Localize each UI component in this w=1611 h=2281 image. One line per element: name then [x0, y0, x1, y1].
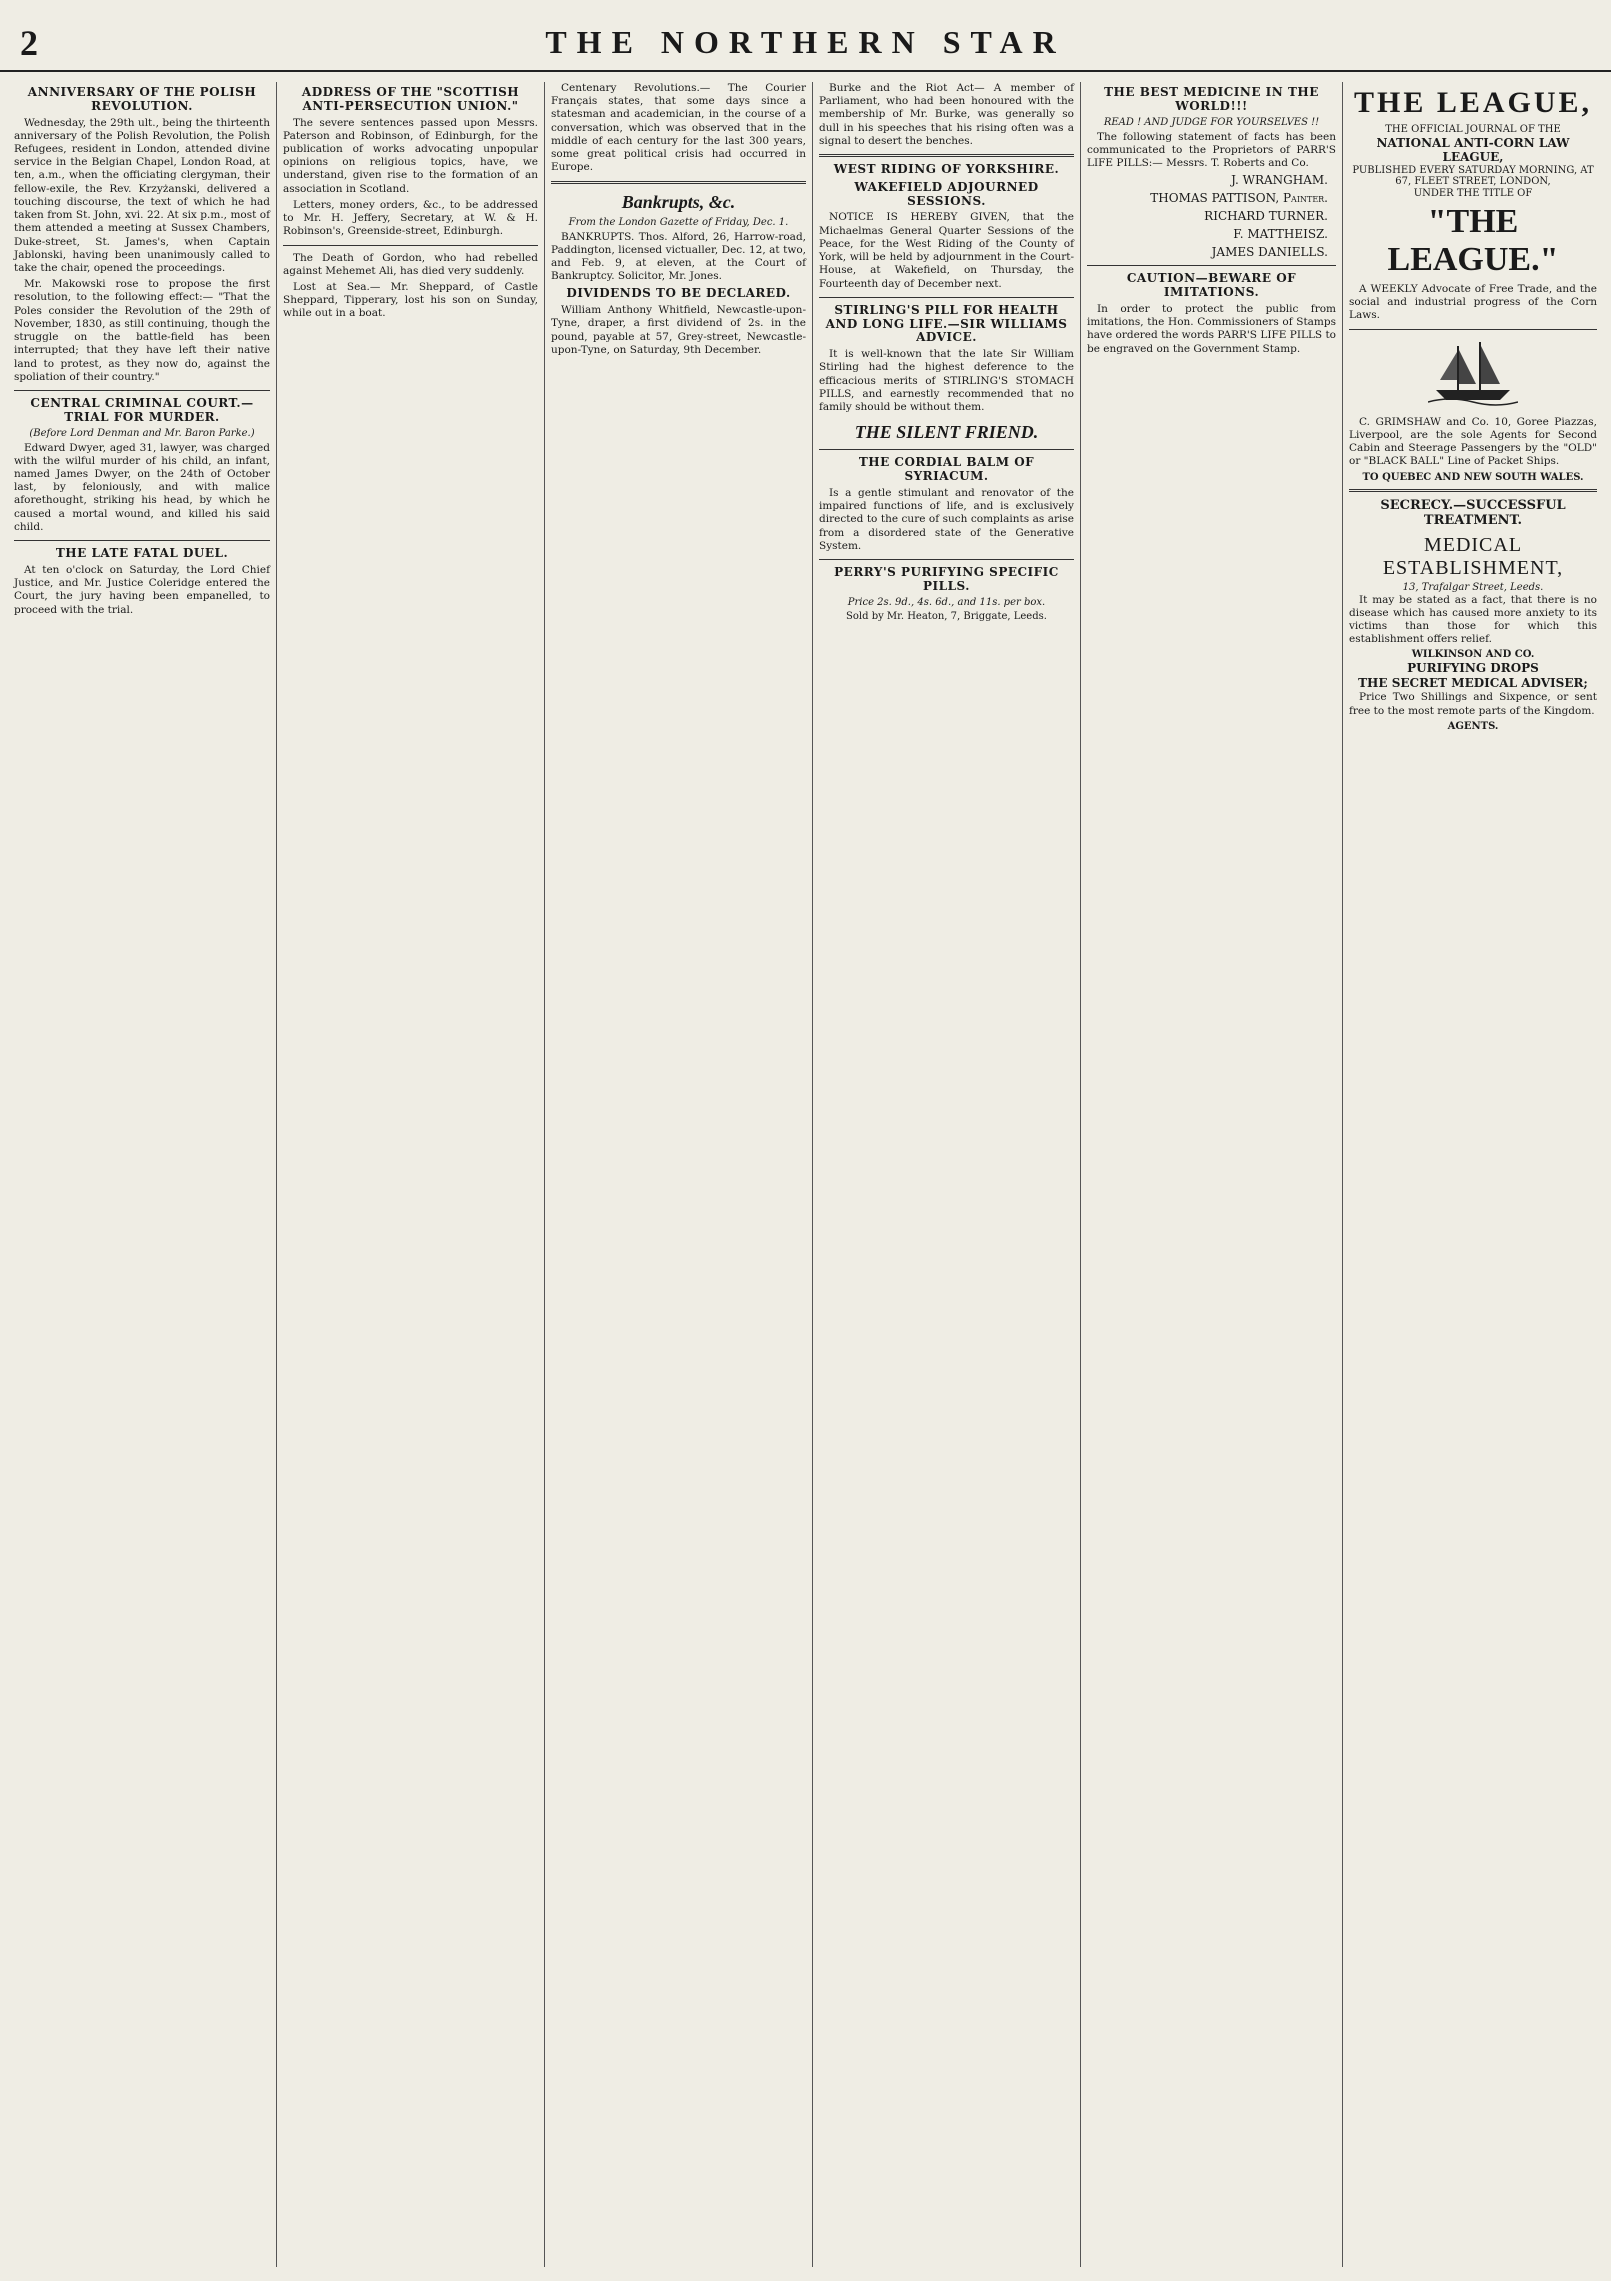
article-heading: CENTRAL CRIMINAL COURT.—TRIAL FOR MURDER. — [30, 395, 254, 424]
article-text: The severe sentences passed upon Messrs. Paterson and Robinson, of Edinburgh, for the publication of works advocating unpopular opinions on religious topics, have, we understand, given rise to the formation of an association in Scotland. — [283, 116, 538, 195]
article-text: Wednesday, the 29th ult., being the thirteenth anniversary of the Polish Revolution, the Polish Refugees, resident in London, attended divine service in the Belgian Chapel, London Road, at ten, a.m., when the officiating clergyman, their fellow-exile, the Rev. Krzyżanski, delivered a touching discourse, the text of which he had taken from St. John, xvi. 22. At six p.m., most of them attended a meeting at Sussex Chambers, Duke-street, St. James's, when Captain Jablonski, having been unanimously called to take the chair, opened the proceedings. — [14, 116, 270, 274]
advert-text: In order to protect the public from imitations, the Hon. Commissioners of Stamps have ordered the words PARR'S LIFE PILLS to be engraved on the Government Stamp. — [1087, 302, 1336, 355]
advert-text: Is a gentle stimulant and renovator of the impaired functions of life, and is exclusively directed to the cure of such complaints as arise from a disordered state of the Generative System. — [819, 486, 1074, 552]
article-text: Centenary Revolutions.— The Courier Français states, that some days since a statesman and academician, in the course of a conversation, which was observed that in the middle of each century for the last 300 years, some great political crisis had occurred in Europe. — [551, 82, 806, 174]
advert-text: It is well-known that the late Sir William Stirling had the highest deference to the efficacious merits of STIRLING'S STOMACH PILLS, and earnestly recommended that no family should be without them. — [819, 348, 1074, 414]
article-subheading: From the London Gazette of Friday, Dec. 1. — [568, 216, 789, 228]
column-5 — [1080, 82, 1342, 2267]
column-6 — [1342, 82, 1603, 2267]
section-title: Bankrupts, &c. — [621, 191, 736, 212]
advert-heading: THE CORDIAL BALM OF SYRIACUM. — [858, 455, 1035, 484]
league-published: PUBLISHED EVERY SATURDAY MORNING, AT 67, FLEET STREET, LONDON, — [1352, 165, 1594, 187]
divider — [551, 181, 806, 184]
testimonial-signature: JAMES DANIELLS. — [1211, 245, 1328, 260]
medical-address: 13, Trafalgar Street, Leeds. — [1402, 581, 1544, 593]
medical-title: MEDICAL ESTABLISHMENT, — [1382, 533, 1564, 579]
article-text: Burke and the Riot Act— A member of Parliament, who had been honoured with the membership of Mr. Burke, was generally so dull in his speeches that his rising often was a signal to desert the benches. — [819, 82, 1074, 147]
column-4 — [812, 82, 1080, 2267]
divider — [14, 390, 270, 391]
article-heading: DIVIDENDS TO BE DECLARED. — [566, 286, 791, 301]
divider — [819, 297, 1074, 298]
advert-heading: PERRY'S PURIFYING SPECIFIC PILLS. — [834, 564, 1059, 593]
article-text: William Anthony Whitfield, Newcastle-upon-Tyne, draper, a first dividend of 2s. in the pound, payable at 57, Grey-street, Newcastle-upon-Tyne, on Saturday, 9th December. — [551, 304, 806, 356]
article-text: The Death of Gordon, who had rebelled against Mehemet Ali, has died very suddenly. — [283, 251, 538, 277]
article-heading: WAKEFIELD ADJOURNED SESSIONS. — [854, 179, 1039, 208]
medical-names: WILKINSON AND CO. — [1411, 649, 1535, 661]
advert-text: Price Two Shillings and Sixpence, or sent free to the most remote parts of the Kingdom. — [1349, 691, 1597, 717]
league-under: UNDER THE TITLE OF — [1413, 188, 1533, 199]
advert-subheading: READ ! AND JUDGE FOR YOURSELVES !! — [1103, 116, 1320, 128]
divider — [14, 540, 270, 541]
drops-heading: PURIFYING DROPS — [1407, 661, 1539, 676]
ship-icon — [1428, 338, 1518, 408]
divider — [819, 449, 1074, 450]
league-association: NATIONAL ANTI-CORN LAW LEAGUE, — [1376, 136, 1570, 164]
testimonial-signature: F. MATTHEISZ. — [1233, 227, 1328, 242]
advert-seller: Sold by Mr. Heaton, 7, Briggate, Leeds. — [846, 610, 1047, 622]
divider — [1087, 265, 1336, 266]
advert-heading: STIRLING'S PILL FOR HEALTH AND LONG LIFE.—SIR WILLIAMS ADVICE. — [825, 302, 1068, 345]
advert-heading: THE BEST MEDICINE IN THE WORLD!!! — [1104, 85, 1319, 113]
divider — [1349, 489, 1597, 492]
league-subtitle: THE OFFICIAL JOURNAL OF THE — [1385, 124, 1561, 135]
advert-text: It may be stated as a fact, that there is no disease which has caused more anxiety to its victims than those for which this establishment offers relief. — [1349, 593, 1597, 646]
column-3 — [544, 82, 812, 2267]
article-heading: ANNIVERSARY OF THE POLISH REVOLUTION. — [27, 85, 257, 113]
article-text: Mr. Makowski rose to propose the first resolution, to the following effect:— "That the Poles consider the Revolution of the 29th of November, 1830, as still continuing, though the struggle on the battle-field has been interrupted; that they have left their native land to protest, as they now do, against the spoliation of their country." — [14, 278, 270, 383]
article-heading: ADDRESS OF THE "SCOTTISH ANTI-PERSECUTION UNION." — [301, 85, 520, 113]
advert-text: C. GRIMSHAW and Co. 10, Goree Piazzas, Liverpool, are the sole Agents for Second Cabin and Steerage Passengers by the "OLD" or "BLACK BALL" Line of Packet Ships. — [1349, 415, 1597, 468]
article-text: Edward Dwyer, aged 31, lawyer, was charged with the wilful murder of his child, an infant, named James Dwyer, on the 24th of October last, by feloniously, and with malice aforethought, striking his head, by which he caused a mortal wound, and killed his said child. — [14, 441, 270, 533]
divider — [819, 154, 1074, 157]
ship-destination: TO QUEBEC AND NEW SOUTH WALES. — [1362, 471, 1584, 483]
article-text: NOTICE IS HEREBY GIVEN, that the Michaelmas General Quarter Sessions of the Peace, for the West Riding of the County of York, will be held by adjournment in the Court-House, at Wakefield, on Thursday, the Fourteenth day of December next. — [819, 211, 1074, 290]
article-text: Lost at Sea.— Mr. Sheppard, of Castle Sheppard, Tipperary, lost his son on Sunday, while out in a boat. — [283, 281, 538, 320]
article-text: BANKRUPTS. Thos. Alford, 26, Harrow-road, Paddington, licensed victualler, Dec. 12, at two, and Feb. 9, at eleven, at the Court of Bankruptcy. Solicitor, Mr. Jones. — [551, 230, 806, 283]
article-subheading: (Before Lord Denman and Mr. Baron Parke.) — [29, 427, 255, 439]
article-text: At ten o'clock on Saturday, the Lord Chief Justice, and Mr. Justice Coleridge entered the Court, the jury having been empanelled, to proceed with the trial. — [14, 563, 270, 616]
advert-price: Price 2s. 9d., 4s. 6d., and 11s. per box. — [847, 596, 1046, 608]
advert-title: THE SILENT FRIEND. — [854, 422, 1039, 443]
advert-text: A WEEKLY Advocate of Free Trade, and the social and industrial progress of the Corn Laws. — [1349, 283, 1597, 322]
divider — [1349, 329, 1597, 330]
article-heading: WEST RIDING OF YORKSHIRE. — [833, 162, 1060, 177]
article-heading: THE LATE FATAL DUEL. — [55, 546, 229, 561]
league-name: "THE LEAGUE." — [1387, 203, 1559, 278]
league-title: THE LEAGUE, — [1353, 86, 1593, 119]
secrecy-heading: SECRECY.—SUCCESSFUL TREATMENT. — [1380, 497, 1566, 528]
newspaper-title: THE NORTHERN STAR — [545, 24, 1066, 60]
agents-heading: AGENTS. — [1447, 720, 1499, 732]
testimonial-signature: THOMAS PATTISON, Painter. — [1150, 191, 1328, 206]
divider — [283, 245, 538, 246]
divider — [819, 559, 1074, 560]
advert-text: The following statement of facts has been communicated to the Proprietors of PARR'S LIFE PILLS:— Messrs. T. Roberts and Co. — [1087, 130, 1336, 170]
adviser-heading: THE SECRET MEDICAL ADVISER; — [1358, 676, 1588, 691]
article-text: Letters, money orders, &c., to be addressed to Mr. H. Jeffery, Secretary, at W. & H. Robinson's, Greenside-street, Edinburgh. — [283, 198, 538, 238]
page-number: 2 — [20, 23, 38, 63]
masthead — [0, 0, 1611, 72]
testimonial-signature: J. WRANGHAM. — [1231, 173, 1328, 188]
column-2 — [276, 82, 544, 2267]
advert-heading: CAUTION—BEWARE OF IMITATIONS. — [1126, 271, 1297, 300]
testimonial-signature: RICHARD TURNER. — [1204, 209, 1328, 224]
column-1 — [8, 82, 276, 2267]
